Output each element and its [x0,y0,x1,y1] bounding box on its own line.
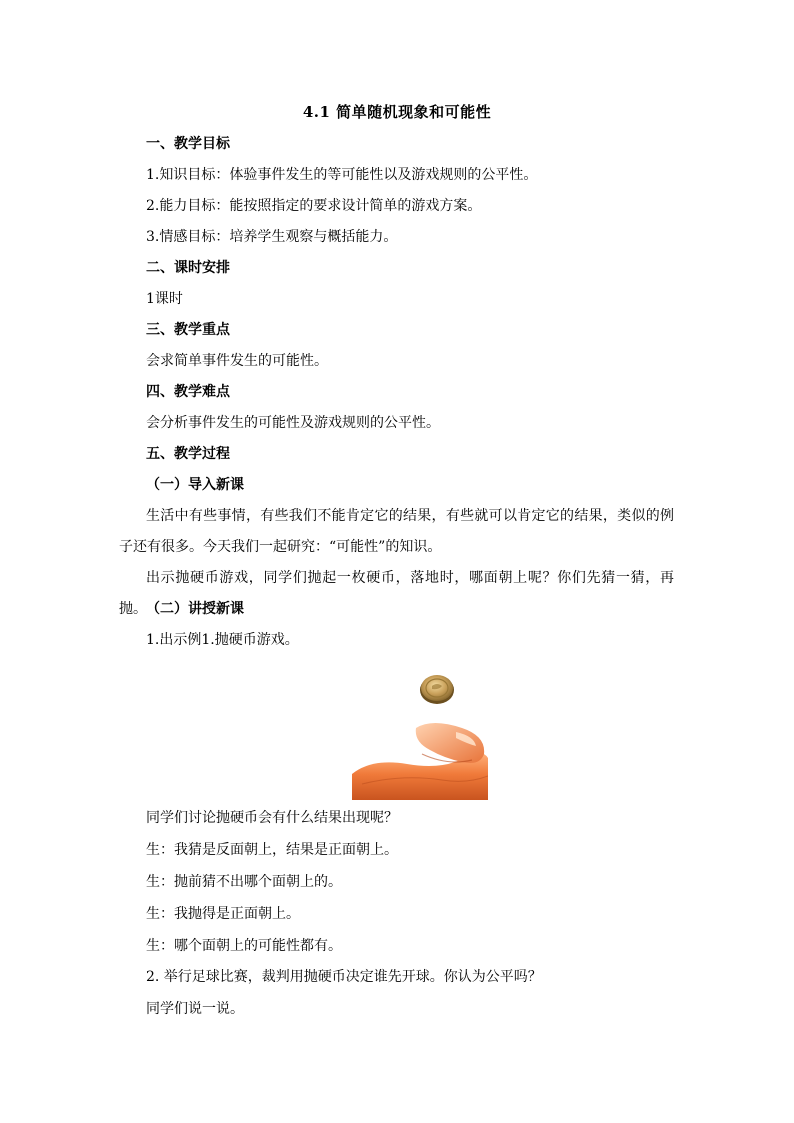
subsection-heading-intro: （一）导入新课 [146,477,244,493]
subsection-heading-new-lesson: （二）讲授新课 [146,601,244,617]
example-1-text: 1.出示例1.抛硬币游戏。 [146,632,299,648]
coin-toss-illustration [352,666,488,800]
objective-ability: 2.能力目标：能按照指定的要求设计简单的游戏方案。 [146,198,482,214]
question-2: 2. 举行足球比赛，裁判用抛硬币决定谁先开球。你认为公平吗？ [146,969,542,985]
schedule-text: 1课时 [146,291,183,307]
hand-icon [352,723,488,800]
coin-icon [420,675,454,704]
section-heading-objectives: 一、教学目标 [146,136,230,152]
discussion-prompt: 同学们讨论抛硬币会有什么结果出现呢？ [146,810,398,826]
intro-paragraph: 生活中有些事情，有些我们不能肯定它的结果，有些就可以肯定它的结果，类似的例子还有很多。今天我们一起研究：“可能性”的知识。 [119,508,674,555]
objective-knowledge: 1.知识目标：体验事件发生的等可能性以及游戏规则的公平性。 [146,167,538,183]
coin-game-paragraph: 出示抛硬币游戏，同学们抛起一枚硬币，落地时，哪面朝上呢？你们先猜一猜，再抛。 [119,570,674,617]
student-answer-1: 生：我猜是反面朝上，结果是正面朝上。 [146,842,398,858]
objective-emotion: 3.情感目标：培养学生观察与概括能力。 [146,229,398,245]
student-answer-2: 生：抛前猜不出哪个面朝上的。 [146,874,342,890]
student-answer-3: 生：我抛得是正面朝上。 [146,906,300,922]
section-heading-difficulties: 四、教学难点 [146,384,230,400]
discussion-say: 同学们说一说。 [146,1001,244,1017]
difficulties-text: 会分析事件发生的可能性及游戏规则的公平性。 [146,415,440,431]
document-title: 4.1 简单随机现象和可能性 [302,103,492,121]
section-heading-process: 五、教学过程 [146,446,230,462]
student-answer-4: 生：哪个面朝上的可能性都有。 [146,938,342,954]
coin-toss-photo [352,666,488,800]
key-points-text: 会求简单事件发生的可能性。 [146,353,328,369]
section-heading-schedule: 二、课时安排 [146,260,230,276]
section-heading-key-points: 三、教学重点 [146,322,230,338]
